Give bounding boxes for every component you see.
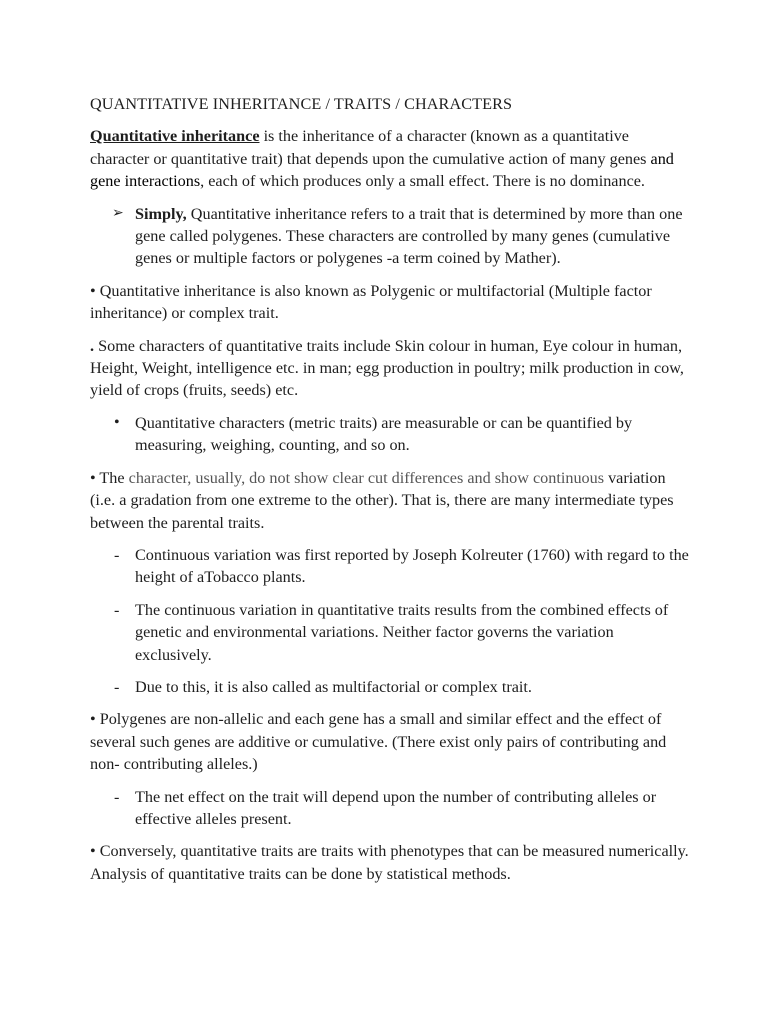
page-title: QUANTITATIVE INHERITANCE / TRAITS / CHARACTERS: [90, 95, 513, 113]
dash-bullet-icon: -: [114, 677, 120, 696]
arrow-item-lead: Simply,: [135, 204, 187, 223]
arrow-list-item: [90, 203, 690, 270]
variation-text: variation (i.e. a gradation from one extreme to the other). That is, there are many intermediate types between the parental traits.: [90, 468, 674, 532]
dot-list-item: [90, 412, 690, 457]
dash-bullet-icon: -: [114, 600, 120, 619]
dash-list-item: [90, 599, 690, 666]
dash-list-item: [90, 544, 690, 589]
intro-text-c: , each of which produces only a small effect. There is no dominance.: [200, 172, 645, 191]
dash-item-text: Continuous variation was first reported by Joseph Kolreuter (1760) with regard to the height of aTobacco plants.: [135, 545, 689, 587]
variation-paragraph: [90, 467, 690, 534]
arrow-item-text: Quantitative inheritance refers to a trait that is determined by more than one gene called polygenes. These characters are controlled by many genes (cumulative genes or multiple factors or polygenes -a term coined by Mather).: [135, 204, 683, 268]
conversely-paragraph: • Conversely, quantitative traits are traits with phenotypes that can be measured numerically. Analysis of quantitative traits can be done by statistical methods.: [90, 842, 689, 883]
dash-list-item: [90, 676, 690, 698]
dash-list-item: [90, 786, 690, 831]
variation-gray-text: character, usually, do not show clear cut differences and show continuous: [128, 468, 605, 487]
dash-item-text: The net effect on the trait will depend upon the number of contributing alleles or effective alleles present.: [135, 787, 657, 828]
dash-item-text: The continuous variation in quantitative traits results from the combined effects of genetic and environmental variations. Neither factor governs the variation exclusively.: [135, 600, 669, 664]
dash-bullet-icon: -: [114, 787, 120, 806]
intro-paragraph: [90, 125, 690, 192]
examples-paragraph: [90, 335, 690, 402]
polygenic-paragraph: • Quantitative inheritance is also known as Polygenic or multifactorial (Multiple factor inheritance) or complex trait.: [90, 281, 652, 323]
intro-text-b: and gene interactions: [90, 149, 674, 191]
polygenes-paragraph: • Polygenes are non-allelic and each gene has a small and similar effect and the effect of several such genes are additive or cumulative. (There exist only pairs of contributing and non- contributing alleles.): [90, 710, 667, 774]
examples-text: Some characters of quantitative traits include Skin colour in human, Eye colour in human, Height, Weight, intelligence etc. in man; egg production in poultry; milk production in cow, yield of crops (fruits, seeds) etc.: [90, 336, 684, 400]
intro-term: Quantitative inheritance: [90, 127, 260, 146]
variation-lead: • The: [90, 468, 129, 487]
arrow-bullet-icon: ➢: [112, 205, 124, 221]
document-body: [90, 93, 690, 895]
dash-bullet-icon: -: [114, 545, 120, 564]
dot-bullet-icon: •: [114, 413, 120, 431]
examples-lead: .: [90, 336, 95, 355]
dash-item-text: Due to this, it is also called as multifactorial or complex trait.: [135, 677, 532, 696]
intro-text-a: is the inheritance of a character (known as a quantitative character or quantitative trait) that depends upon the cumulative action of many genes: [90, 127, 651, 168]
dot-item-text: Quantitative characters (metric traits) are measurable or can be quantified by measuring, weighing, counting, and so on.: [135, 413, 633, 455]
